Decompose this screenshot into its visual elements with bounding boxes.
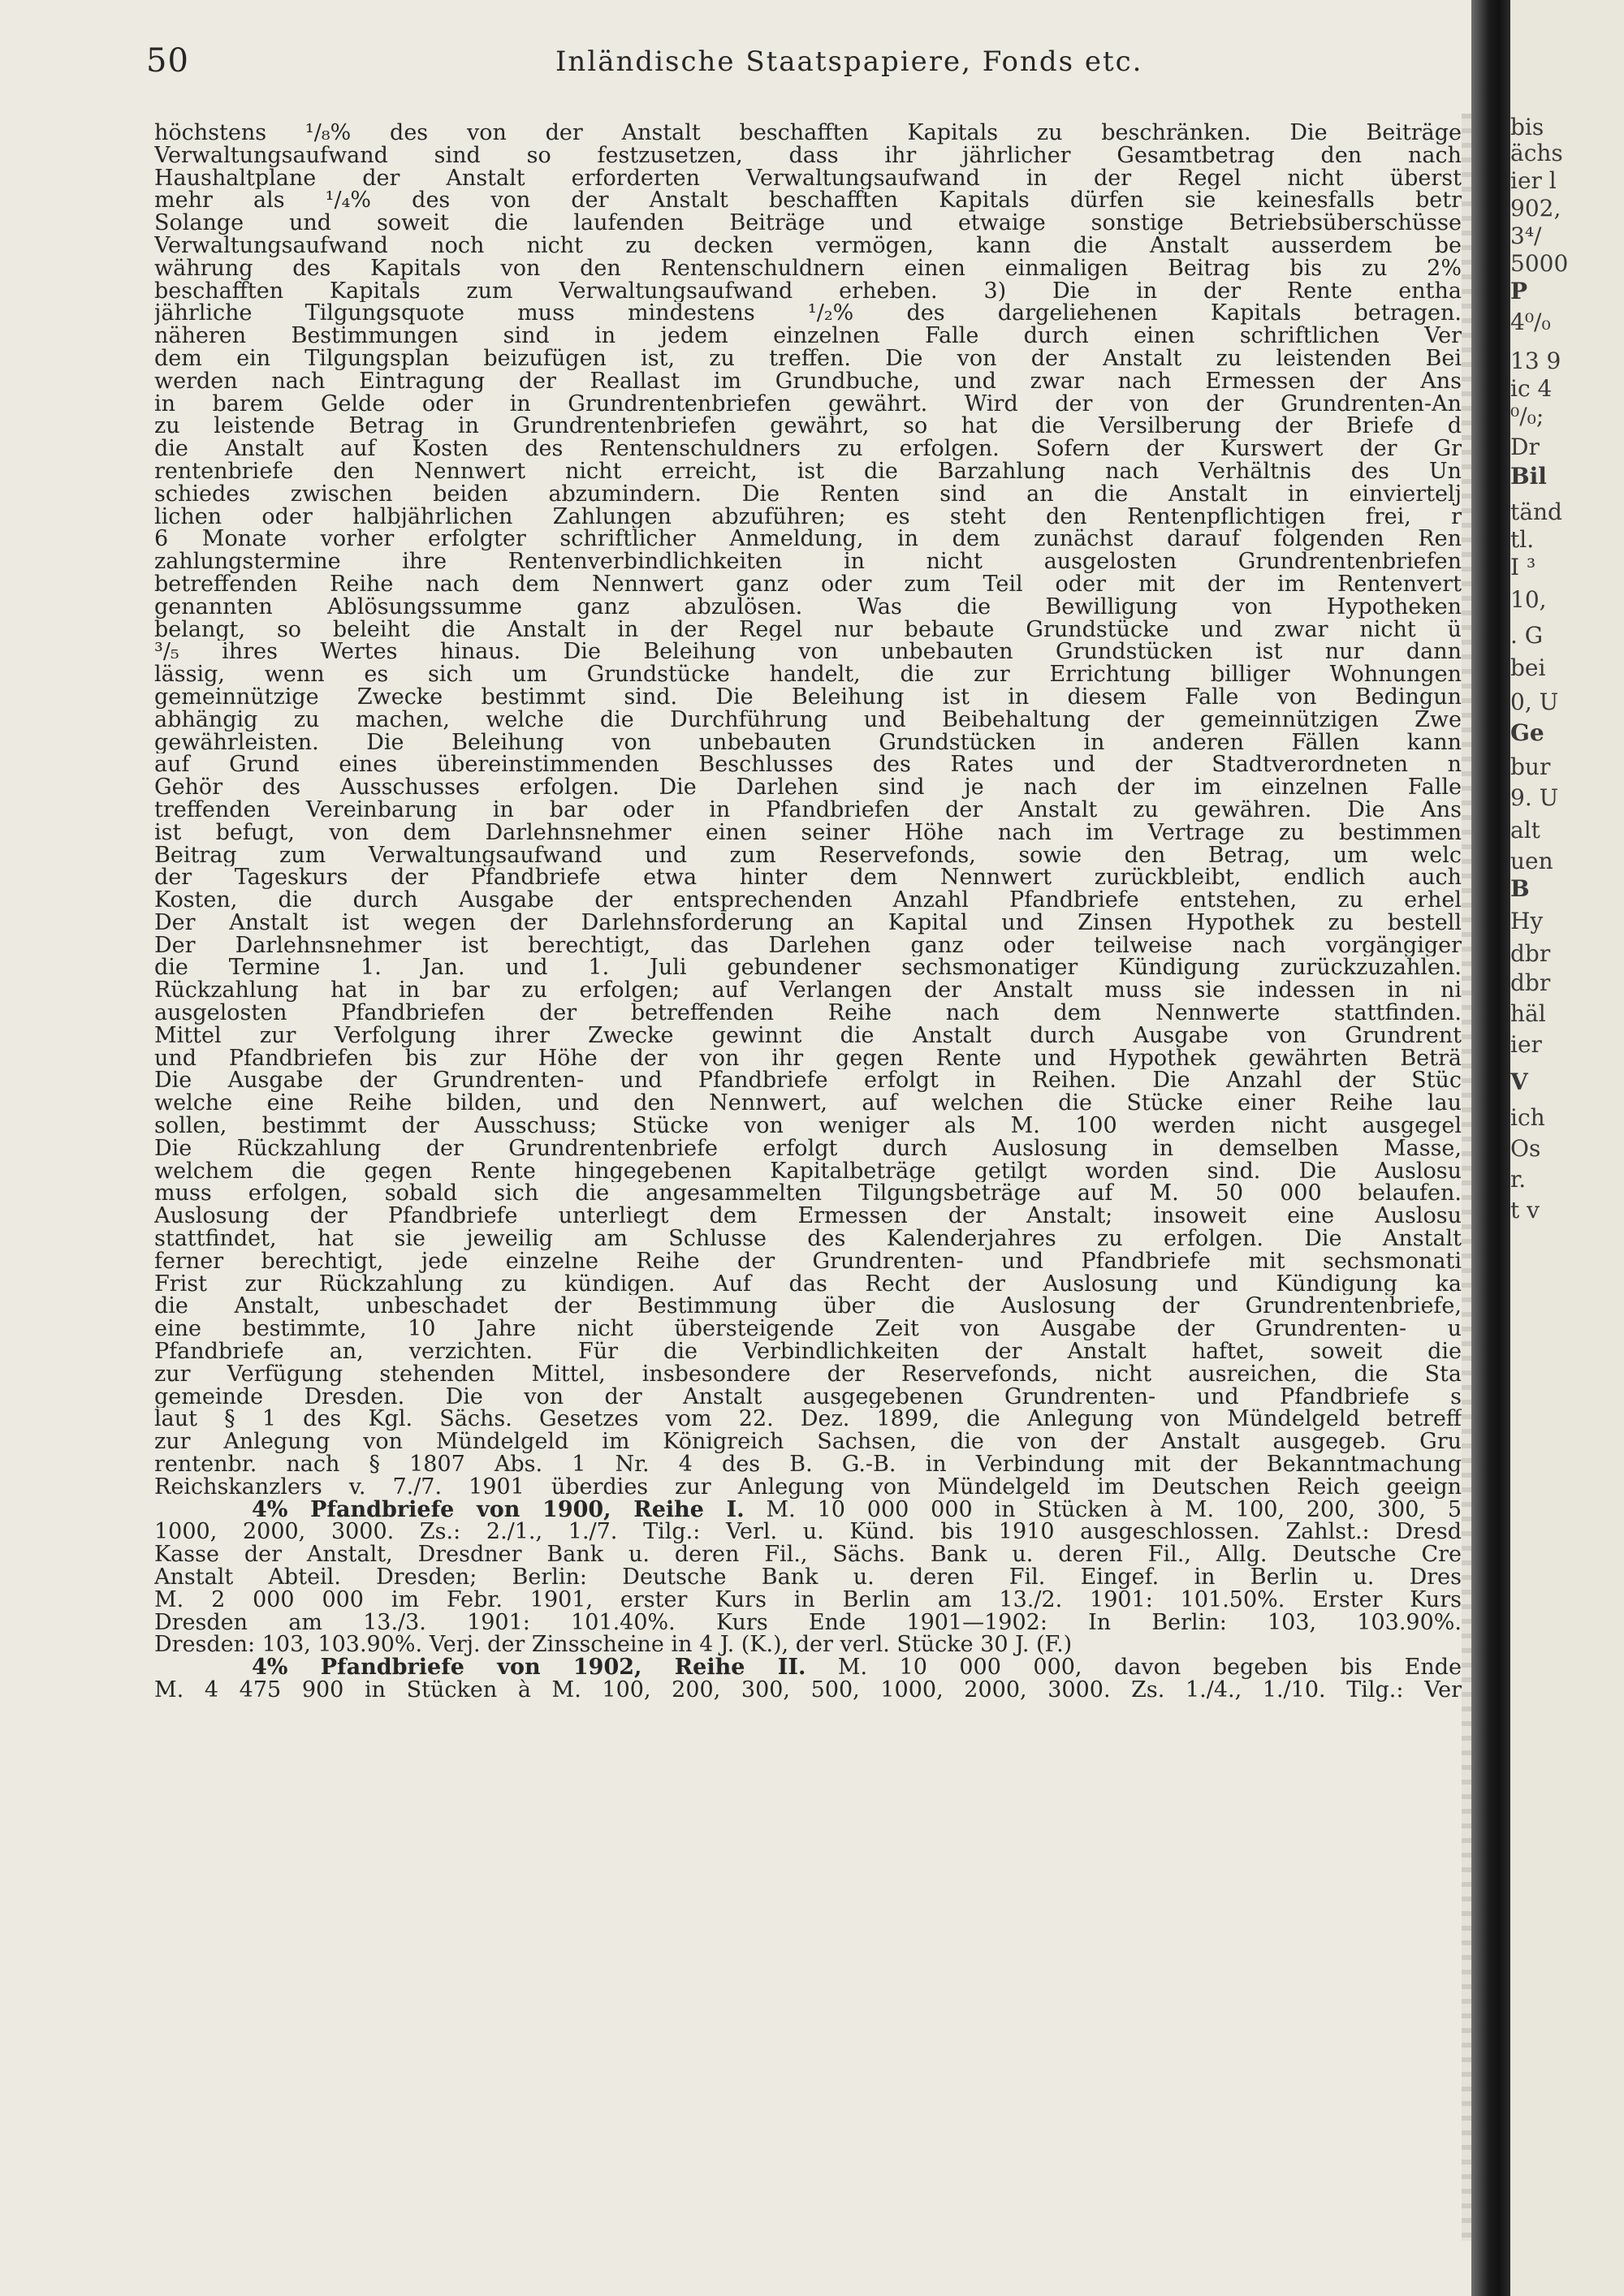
text-line-content: Gehör des Ausschusses erfolgen. Die Darlehen sind je nach der im einzelnen Falle xyxy=(154,776,1462,799)
text-line xyxy=(154,393,1462,416)
adjacent-page-text: 10, xyxy=(1510,586,1547,613)
text-line-content: Frist zur Rückzahlung zu kündigen. Auf das Recht der Auslosung und Kündigung ka xyxy=(154,1272,1462,1296)
text-line xyxy=(154,1160,1462,1183)
text-line-content: M. 4 475 900 in Stücken à M. 100, 200, 300, 500, 1000, 2000, 3000. Zs. 1./4., 1./10. Tilg.: Ver xyxy=(154,1678,1462,1702)
text-line xyxy=(154,460,1462,483)
text-line-content: zur Verfügung stehenden Mittel, insbesondere der Reservefonds, nicht ausreichen, die Sta xyxy=(154,1362,1462,1386)
text-line-content: betreffenden Reihe nach dem Nennwert ganz oder zum Teil oder mit der im Rentenvert xyxy=(154,572,1462,596)
text-line xyxy=(154,1205,1462,1228)
text-line xyxy=(154,1228,1462,1250)
adjacent-page-text: P xyxy=(1510,278,1528,304)
text-line-content: Reichskanzlers v. 7./7. 1901 überdies zur Anlegung von Mündelgeld im Deutschen Reich geeign xyxy=(154,1475,1462,1499)
adjacent-page-text: Hy xyxy=(1510,908,1544,934)
adjacent-page-text: tl. xyxy=(1510,526,1535,553)
text-line-content: lässig, wenn es sich um Grundstücke handelt, die zur Errichtung billiger Wohnungen xyxy=(154,663,1462,686)
text-line-content: Kasse der Anstalt, Dresdner Bank u. deren Fil., Sächs. Bank u. deren Fil., Allg. Deutsche Cre xyxy=(154,1543,1462,1566)
adjacent-page-text: tänd xyxy=(1510,498,1562,525)
adjacent-page-text: bis xyxy=(1510,114,1544,140)
text-line xyxy=(154,753,1462,776)
text-line xyxy=(154,844,1462,867)
body-text xyxy=(154,122,1462,1702)
text-line xyxy=(154,1002,1462,1025)
text-line-content: werden nach Eintragung der Reallast im Grundbuche, und zwar nach Ermessen der Ans xyxy=(154,369,1462,393)
text-line-content: jährliche Tilgungsquote muss mindestens ¹/₂% des dargeliehenen Kapitals betragen. xyxy=(154,302,1462,326)
text-line xyxy=(154,889,1462,912)
text-line-content: die Termine 1. Jan. und 1. Juli gebundener sechsmonatiger Kündigung zurückzuzahlen. xyxy=(154,956,1462,980)
text-line xyxy=(154,1340,1462,1363)
text-line xyxy=(154,822,1462,844)
text-line xyxy=(154,1476,1462,1499)
text-line xyxy=(154,212,1462,235)
text-line-content: welchem die gegen Rente hingegebenen Kapitalbeträge getilgt worden sind. Die Auslosu xyxy=(154,1159,1462,1183)
text-line xyxy=(154,483,1462,506)
text-line-content: Verwaltungsaufwand sind so festzusetzen, dass ihr jährlicher Gesamtbetrag den nach xyxy=(154,144,1462,167)
text-line-content: Die Ausgabe der Grundrenten- und Pfandbriefe erfolgt in Reihen. Die Anzahl der Stüc xyxy=(154,1069,1462,1093)
text-line-content: Beitrag zum Verwaltungsaufwand und zum Reservefonds, sowie den Betrag, um welc xyxy=(154,844,1462,867)
text-line-content: Verwaltungsaufwand noch nicht zu decken vermögen, kann die Anstalt ausserdem be xyxy=(154,234,1462,257)
text-line-content: und Pfandbriefen bis zur Höhe der von ihr gegen Rente und Hypothek gewährten Beträ xyxy=(154,1047,1462,1070)
text-line xyxy=(154,189,1462,212)
text-line xyxy=(154,1115,1462,1137)
text-line-content: ist befugt, von dem Darlehnsnehmer einen seiner Höhe nach im Vertrage zu bestimmen xyxy=(154,821,1462,844)
text-line xyxy=(154,1521,1462,1543)
text-line xyxy=(154,732,1462,754)
adjacent-page-text: ich xyxy=(1510,1104,1545,1131)
text-line-content: in barem Gelde oder in Grundrentenbriefen gewährt. Wird der von der Grundrenten-An xyxy=(154,392,1462,416)
text-line-content: die Anstalt, unbeschadet der Bestimmung über die Auslosung der Grundrentenbriefe, xyxy=(154,1295,1462,1318)
text-line-content: der Tageskurs der Pfandbriefe etwa hinter dem Nennwert zurückbleibt, endlich auch xyxy=(154,866,1462,890)
text-line-content: gemeinnützige Zwecke bestimmt sind. Die Beleihung ist in diesem Falle von Bedingun xyxy=(154,685,1462,709)
text-line xyxy=(154,776,1462,799)
adjacent-page-text: 4⁰/₀ xyxy=(1510,309,1551,335)
text-line xyxy=(154,1273,1462,1296)
text-line xyxy=(154,1047,1462,1070)
text-line-content: mehr als ¹/₄% des von der Anstalt beschafften Kapitals dürfen sie keinesfalls betr xyxy=(154,189,1462,213)
text-line-content: Solange und soweit die laufenden Beiträge und etwaige sonstige Betriebsüberschüsse xyxy=(154,212,1462,235)
adjacent-page-text: B xyxy=(1510,875,1530,902)
text-line xyxy=(154,1634,1462,1656)
text-line xyxy=(154,280,1462,303)
text-line xyxy=(154,1431,1462,1453)
text-line xyxy=(154,370,1462,393)
text-line xyxy=(154,1656,1462,1679)
adjacent-page-text: t v xyxy=(1510,1197,1540,1224)
text-line xyxy=(154,415,1462,438)
text-line xyxy=(154,1589,1462,1612)
text-line-content: Der Darlehnsnehmer ist berechtigt, das Darlehen ganz oder teilweise nach vorgängiger xyxy=(154,934,1462,957)
text-line xyxy=(154,1363,1462,1386)
adjacent-page-text: bei xyxy=(1510,654,1546,681)
text-line-content: 1000, 2000, 3000. Zs.: 2./1., 1./7. Tilg.: Verl. u. Künd. bis 1910 ausgeschlossen. Zahlst.: Dresd xyxy=(154,1521,1462,1544)
text-line xyxy=(154,1408,1462,1431)
adjacent-page-text: I ³ xyxy=(1510,554,1536,580)
text-line xyxy=(154,145,1462,167)
text-line xyxy=(154,663,1462,686)
text-line xyxy=(154,1566,1462,1589)
text-line xyxy=(154,506,1462,529)
text-line-content: Mittel zur Verfolgung ihrer Zwecke gewinnt die Anstalt durch Ausgabe von Grundrent xyxy=(154,1024,1462,1047)
adjacent-page-text: 0, U xyxy=(1510,688,1559,715)
text-line-content: 6 Monate vorher erfolgter schriftlicher Anmeldung, in dem zunächst darauf folgenden Ren xyxy=(154,528,1462,551)
text-line xyxy=(154,257,1462,280)
text-line xyxy=(154,1092,1462,1115)
text-line-content: Anstalt Abteil. Dresden; Berlin: Deutsche Bank u. deren Fil. Eingef. in Berlin u. Dres xyxy=(154,1566,1462,1589)
text-line-content: zahlungstermine ihre Rentenverbindlichkeiten in nicht ausgelosten Grundrentenbriefen xyxy=(154,550,1462,573)
text-line-content: gemeinde Dresden. Die von der Anstalt ausgegebenen Grundrenten- und Pfandbriefe s xyxy=(154,1385,1462,1409)
text-line-content: zu leistende Betrag in Grundrentenbriefen gewährt, so hat die Versilberung der Briefe d xyxy=(154,415,1462,438)
text-line xyxy=(154,167,1462,190)
text-line-content: höchstens ¹/₈% des von der Anstalt beschafften Kapitals zu beschränken. Die Beiträge xyxy=(154,122,1462,145)
text-line-content: genannten Ablösungssumme ganz abzulösen. Was die Bewilligung von Hypotheken xyxy=(154,595,1462,619)
text-line-content: dem ein Tilgungsplan beizufügen ist, zu treffen. Die von der Anstalt zu leistenden Bei xyxy=(154,347,1462,370)
text-line xyxy=(154,1543,1462,1566)
text-line xyxy=(154,550,1462,573)
text-line-content: ferner berechtigt, jede einzelne Reihe der Grundrenten- und Pfandbriefe mit sechsmonati xyxy=(154,1249,1462,1273)
text-line-content: M. 2 000 000 im Febr. 1901, erster Kurs in Berlin am 13./2. 1901: 101.50%. Erster Kurs xyxy=(154,1588,1462,1612)
adjacent-page-text: 5000 xyxy=(1510,250,1569,277)
adjacent-page-text: 9. U xyxy=(1510,784,1559,811)
text-line xyxy=(154,934,1462,957)
adjacent-page-text: Ge xyxy=(1510,719,1544,746)
text-line xyxy=(154,1679,1462,1702)
text-line xyxy=(154,528,1462,550)
adjacent-page-text: ier xyxy=(1510,1031,1542,1058)
text-line-content: zur Anlegung von Mündelgeld im Königreich Sachsen, die von der Anstalt ausgegeb. Gru xyxy=(154,1431,1462,1454)
section-heading: 4% Pfandbriefe von 1902, Reihe II. xyxy=(252,1656,806,1679)
text-line xyxy=(154,619,1462,641)
text-line xyxy=(154,1453,1462,1476)
text-line-content: abhängig zu machen, welche die Durchführung und Beibehaltung der gemeinnützigen Zwe xyxy=(154,708,1462,732)
section-heading: 4% Pfandbriefe von 1900, Reihe I. xyxy=(252,1498,745,1521)
text-line xyxy=(154,347,1462,370)
page-number: 50 xyxy=(146,42,189,80)
text-line-content: Die Rückzahlung der Grundrentenbriefe erfolgt durch Auslosung in demselben Masse, xyxy=(154,1137,1462,1160)
adjacent-page-text: alt xyxy=(1510,817,1540,844)
adjacent-page-text: 3⁴/ xyxy=(1510,222,1542,249)
text-line xyxy=(154,709,1462,732)
text-line xyxy=(154,1318,1462,1340)
adjacent-page-text: Bil xyxy=(1510,463,1547,490)
adjacent-page-text: ier l xyxy=(1510,167,1557,194)
text-line-content: währung des Kapitals von den Rentenschuldnern einen einmaligen Beitrag bis zu 2% xyxy=(154,257,1462,280)
text-line xyxy=(154,438,1462,460)
adjacent-page-text: Os xyxy=(1510,1135,1541,1162)
adjacent-page-text: dbr xyxy=(1510,940,1551,967)
text-line-content: M. 10 000 000, davon begeben bis Ende xyxy=(806,1656,1462,1679)
text-line-content: Auslosung der Pfandbriefe unterliegt dem Ermessen der Anstalt; insoweit eine Auslosu xyxy=(154,1205,1462,1228)
text-line-content: laut § 1 des Kgl. Sächs. Gesetzes vom 22. Dez. 1899, die Anlegung von Mündelgeld betreff xyxy=(154,1408,1462,1431)
text-line xyxy=(154,912,1462,934)
adjacent-page-text: V xyxy=(1510,1068,1528,1095)
text-line-content: ausgelosten Pfandbriefen der betreffenden Reihe nach dem Nennwerte stattfinden. xyxy=(154,1002,1462,1025)
text-line-content: ³/₅ ihres Wertes hinaus. Die Beleihung von unbebauten Grundstücken ist nur dann xyxy=(154,641,1462,664)
text-line xyxy=(154,1499,1462,1521)
text-line xyxy=(154,1250,1462,1273)
text-line xyxy=(154,122,1462,145)
text-line-content: stattfindet, hat sie jeweilig am Schlusse des Kalenderjahres zu erfolgen. Die Anstalt xyxy=(154,1228,1462,1250)
adjacent-page-text: . G xyxy=(1510,622,1544,649)
text-line-content: Kosten, die durch Ausgabe der entsprechenden Anzahl Pfandbriefe entstehen, zu erhel xyxy=(154,889,1462,912)
text-line xyxy=(154,1069,1462,1092)
text-line xyxy=(154,686,1462,709)
text-line xyxy=(154,1137,1462,1160)
adjacent-page-text: dbr xyxy=(1510,969,1551,996)
adjacent-page-text: Dr xyxy=(1510,434,1540,460)
text-line-content: Pfandbriefe an, verzichten. Für die Verbindlichkeiten der Anstalt haftet, soweit die xyxy=(154,1340,1462,1363)
text-line xyxy=(154,235,1462,257)
text-line-content: die Anstalt auf Kosten des Rentenschuldners zu erfolgen. Sofern der Kurswert der Gr xyxy=(154,438,1462,460)
text-line-content: treffenden Vereinbarung in bar oder in Pfandbriefen der Anstalt zu gewähren. Die Ans xyxy=(154,798,1462,822)
adjacent-page-fragment xyxy=(1510,0,1624,2296)
text-line-content: welche eine Reihe bilden, und den Nennwert, auf welchen die Stücke einer Reihe lau xyxy=(154,1092,1462,1116)
text-line-content: näheren Bestimmungen sind in jedem einzelnen Falle durch einen schriftlichen Ver xyxy=(154,325,1462,347)
adjacent-page-text: iс 4 xyxy=(1510,375,1553,402)
text-line-content: Rückzahlung hat in bar zu erfolgen; auf Verlangen der Anstalt muss sie indessen in ni xyxy=(154,979,1462,1003)
text-line-content: beschafften Kapitals zum Verwaltungsaufwand erheben. 3) Die in der Rente entha xyxy=(154,279,1462,303)
text-line xyxy=(154,956,1462,979)
text-line-content: Dresden: 103, 103.90%. Verj. der Zinsscheine in 4 J. (K.), der verl. Stücke 30 J. (F.) xyxy=(154,1634,1073,1657)
text-line xyxy=(154,325,1462,347)
text-line xyxy=(154,573,1462,596)
text-line-content: rentenbr. nach § 1807 Abs. 1 Nr. 4 des B. G.-B. in Verbindung mit der Bekanntmachung xyxy=(154,1453,1462,1476)
page-header xyxy=(146,42,1462,83)
text-line xyxy=(154,1025,1462,1047)
text-line xyxy=(154,1386,1462,1409)
adjacent-page-text: ächs xyxy=(1510,140,1563,166)
text-line xyxy=(154,302,1462,325)
text-line-content: auf Grund eines übereinstimmenden Beschlusses des Rates und der Stadtverordneten n xyxy=(154,753,1462,777)
text-line-content: belangt, so beleiht die Anstalt in der Regel nur bebaute Grundstücke und zwar nicht ü xyxy=(154,618,1462,641)
text-line xyxy=(154,641,1462,663)
adjacent-page-text: ⁰/₀; xyxy=(1510,403,1544,429)
adjacent-page-text: bur xyxy=(1510,753,1551,780)
text-line-content: sollen, bestimmt der Ausschuss; Stücke von weniger als M. 100 werden nicht ausgegel xyxy=(154,1115,1462,1137)
text-line-content: Dresden am 13./3. 1901: 101.40%. Kurs Ende 1901—1902: In Berlin: 103, 103.90%. xyxy=(154,1611,1462,1634)
adjacent-page-text: 13 9 xyxy=(1510,347,1561,374)
book-spine xyxy=(1471,0,1510,2296)
adjacent-page-text: 902, xyxy=(1510,195,1561,222)
text-line-content: eine bestimmte, 10 Jahre nicht übersteigende Zeit von Ausgabe der Grundrenten- u xyxy=(154,1318,1462,1341)
text-line xyxy=(154,1612,1462,1634)
running-title: Inländische Staatspapiere, Fonds etc. xyxy=(555,45,1143,78)
adjacent-page-text: r. xyxy=(1510,1166,1527,1193)
text-line-content: muss erfolgen, sobald sich die angesammelten Tilgungsbeträge auf M. 50 000 belaufen. xyxy=(154,1182,1462,1206)
text-line xyxy=(154,866,1462,889)
text-line xyxy=(154,1182,1462,1205)
text-line-content: Haushaltplane der Anstalt erforderten Verwaltungsaufwand in der Regel nicht überst xyxy=(154,166,1462,190)
text-line-content: Der Anstalt ist wegen der Darlehnsforderung an Kapital und Zinsen Hypothek zu bestell xyxy=(154,911,1462,934)
adjacent-page-text: häl xyxy=(1510,1000,1546,1027)
text-line-content: lichen oder halbjährlichen Zahlungen abzuführen; es steht den Rentenpflichtigen frei, r xyxy=(154,505,1462,529)
text-line xyxy=(154,799,1462,822)
text-line-content: M. 10 000 000 in Stücken à M. 100, 200, 300, 5 xyxy=(744,1498,1462,1521)
text-line xyxy=(154,1295,1462,1318)
text-line-content: schiedes zwischen beiden abzumindern. Die Renten sind an die Anstalt in einviertelj xyxy=(154,482,1462,506)
text-line-content: gewährleisten. Die Beleihung von unbebauten Grundstücken in anderen Fällen kann xyxy=(154,731,1462,754)
text-line-content: rentenbriefe den Nennwert nicht erreicht, ist die Barzahlung nach Verhältnis des Un xyxy=(154,460,1462,483)
adjacent-page-text: uen xyxy=(1510,848,1553,874)
text-line xyxy=(154,979,1462,1002)
text-line xyxy=(154,596,1462,619)
